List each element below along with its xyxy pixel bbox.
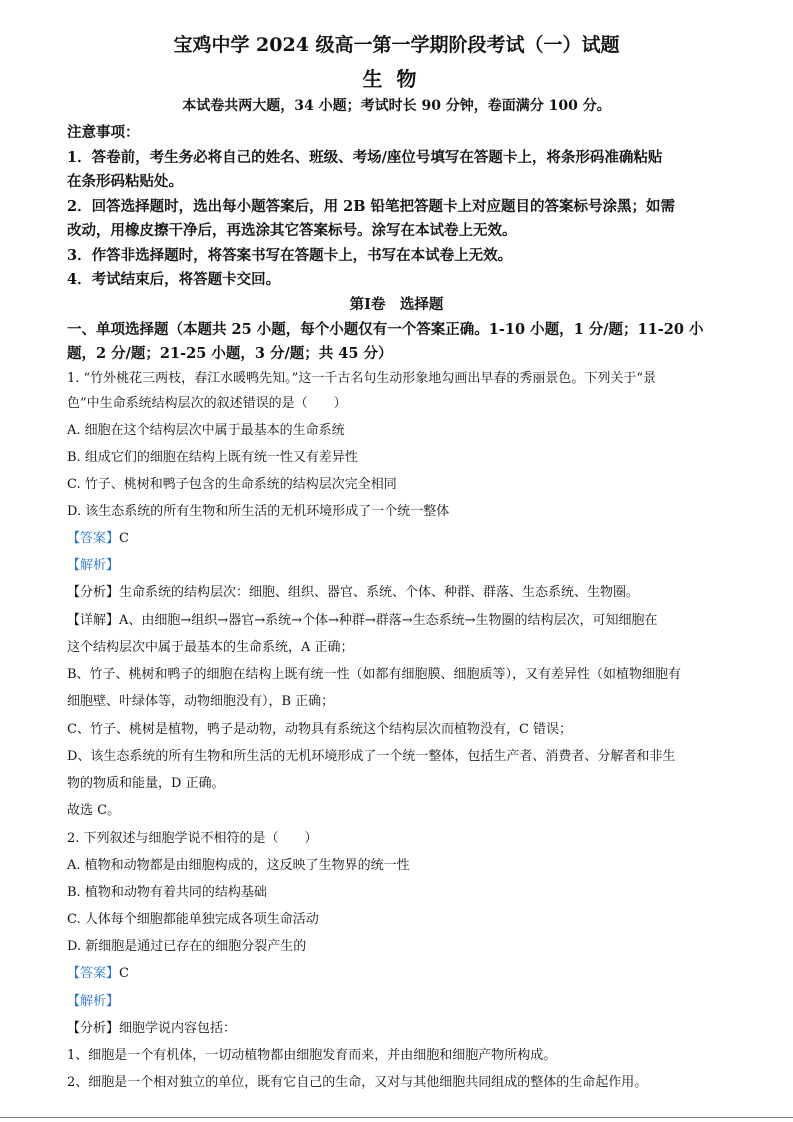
detail-line: [67, 609, 658, 628]
question-stem: 色”中生命系统结构层次的叙述错误的是（ ）: [67, 396, 347, 411]
part-heading: 题，2 分/题；21-25 小题，3 分/题；共 45 分）: [67, 345, 393, 362]
detail-line: C、竹子、桃树是植物，鸭子是动物，动物具有系统这个结构层次而植物没有，C 错误；: [67, 722, 573, 737]
detail-text: A、由细胞→组织→器官→系统→个体→种群→群落→生态系统→生物圈的结构层次，可知细胞在: [119, 613, 658, 628]
detail-line: B、竹子、桃树和鸭子的细胞在结构上既有统一性（如都有细胞膜、细胞质等），又有差异性（如植物细胞有: [67, 667, 682, 682]
point-line: 2、细胞是一个相对独立的单位，既有它自己的生命，又对与其他细胞共同组成的整体的生命起作用。: [67, 1075, 648, 1090]
analysis-tag: 【解析】: [67, 994, 120, 1009]
notice-item: 3．作答非选择题时，将答案书写在答题卡上，书写在本试卷上无效。: [67, 247, 513, 264]
detail-line: D、该生态系统的所有生物和所生活的无机环境形成了一个统一整体，包括生产者、消费者、分解者和非生: [67, 749, 676, 764]
option: B. 组成它们的细胞在结构上既有统一性又有差异性: [67, 450, 358, 465]
analysis-tag: 【解析】: [67, 558, 120, 573]
question-stem: 2. 下列叙述与细胞学说不相符的是（ ）: [67, 831, 318, 846]
detail-line: 细胞壁、叶绿体等，动物细胞没有），B 正确；: [67, 694, 335, 709]
fenxi-line: [67, 1017, 236, 1036]
answer-tag: 【答案】: [67, 966, 120, 981]
fenxi-text: 生命系统的结构层次：细胞、组织、器官、系统、个体、种群、群落、生态系统、生物圈。: [119, 585, 640, 600]
part-heading: 一、单项选择题（本题共 25 小题，每个小题仅有一个答案正确。1-10 小题，1 分/题；11-20 小: [67, 321, 704, 338]
fenxi-tag: 【分析】: [67, 1021, 120, 1036]
notice-item: 改动，用橡皮擦干净后，再选涂其它答案标号。涂写在本试卷上无效。: [67, 222, 517, 239]
option: D. 该生态系统的所有生物和所生活的无机环境形成了一个统一整体: [67, 504, 450, 519]
notice-item: 2．回答选择题时，选出每小题答案后，用 2B 铅笔把答题卡上对应题目的答案标号涂黑；如需: [67, 198, 676, 215]
notice-item: 4．考试结束后，将答题卡交回。: [67, 271, 281, 288]
detail-line: 故选 C。: [67, 803, 121, 818]
fenxi-text: 细胞学说内容包括：: [119, 1021, 237, 1036]
notice-item: 在条形码粘贴处。: [67, 173, 183, 190]
xiangjie-tag: 【详解】: [67, 613, 120, 628]
detail-line: 这个结构层次中属于最基本的生命系统，A 正确；: [67, 640, 354, 655]
option: A. 植物和动物都是由细胞构成的，这反映了生物界的统一性: [67, 858, 410, 873]
exam-title: 宝鸡中学 2024 级高一第一学期阶段考试（一）试题: [173, 34, 620, 56]
option: A. 细胞在这个结构层次中属于最基本的生命系统: [67, 423, 345, 438]
footer-rule: [0, 1117, 793, 1118]
option: C. 竹子、桃树和鸭子包含的生命系统的结构层次完全相同: [67, 477, 397, 492]
question-stem: 1. “竹外桃花三两枝，春江水暖鸭先知。”这一千古名句生动形象地勾画出早春的秀丽景色。下列关于“景: [67, 371, 656, 386]
option: B. 植物和动物有着共同的结构基础: [67, 885, 267, 900]
answer-line: [67, 527, 129, 546]
subject-title: 生物: [362, 67, 431, 91]
option: C. 人体每个细胞都能单独完成各项生命活动: [67, 912, 319, 927]
notice-heading: 注意事项：: [67, 124, 140, 141]
section-title: 第Ⅰ卷 选择题: [349, 296, 444, 313]
answer-line: [67, 962, 129, 981]
option: D. 新细胞是通过已存在的细胞分裂产生的: [67, 939, 307, 954]
fenxi-line: [67, 581, 639, 600]
point-line: 1、细胞是一个有机体，一切动植物都由细胞发育而来，并由细胞和细胞产物所构成。: [67, 1048, 557, 1063]
notice-item: 1．答卷前，考生务必将自己的姓名、班级、考场/座位号填写在答题卡上，将条形码准确粘贴: [67, 149, 663, 166]
answer-value: C: [119, 966, 129, 981]
detail-line: 物的物质和能量，D 正确。: [67, 776, 225, 791]
answer-value: C: [119, 531, 129, 546]
answer-tag: 【答案】: [67, 531, 120, 546]
fenxi-tag: 【分析】: [67, 585, 120, 600]
exam-info: 本试卷共两大题，34 小题；考试时长 90 分钟，卷面满分 100 分。: [182, 98, 611, 114]
